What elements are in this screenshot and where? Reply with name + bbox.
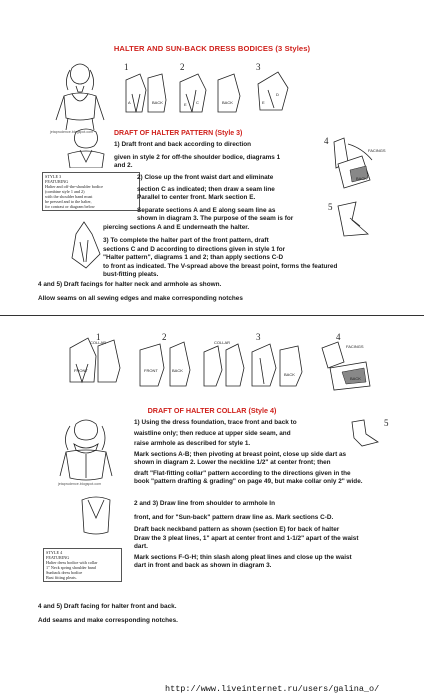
p2-diagram-number-1: 1 [96, 332, 101, 342]
halter-neck-illustration [62, 128, 110, 168]
label-e: E [184, 102, 187, 107]
halter-diagrams-top-row [118, 60, 308, 122]
collar-diagrams-row [66, 328, 392, 398]
p2-label-facings: FACINGS [346, 344, 364, 349]
p2-label-back: BACK [172, 368, 183, 373]
p2-diagram-number-4: 4 [336, 332, 341, 342]
halter-model-illustration [50, 60, 110, 130]
style4-add-seams: Add seams and make corresponding notches. [38, 617, 178, 624]
style4-feature-box: STYLE 4 FEATURING Halter dress bodice with collar 1" Neck spring shoulder band Sunback dress bodice Bust fitting pleats. [43, 548, 122, 582]
diagram-number-5: 5 [328, 202, 333, 212]
style3-allow-seams: Allow seams on all sewing edges and make corresponding notches [38, 295, 243, 302]
diagram-number-4: 4 [324, 136, 329, 146]
style3-step2: 2) Close up the front waist dart and eliminate section C as indicated; then draw a seam line Parallel to center front. Mark section E. Separate sections A and E along seam line as shown in diagram 3. The purpose of the seam is for [137, 174, 294, 222]
diagram-number-2: 2 [180, 62, 185, 72]
watermark-text-2: jetaprudence.blogspot.com [58, 482, 102, 486]
style4-bodice-sketch [72, 492, 122, 542]
diagram-number-1: 1 [124, 62, 129, 72]
label-a: A [128, 100, 131, 105]
diagram-number-3: 3 [256, 62, 261, 72]
style4-step45: 4 and 5) Draft facing for halter front and back. [38, 603, 177, 610]
p2-label-front-2: FRONT [144, 368, 158, 373]
p2-label-front: FRONT [74, 368, 88, 373]
p2-label-back-3: BACK [350, 376, 361, 381]
p2-diagram-number-2: 2 [162, 332, 167, 342]
style3-step2-end: piercing sections A and E underneath the halter. [103, 224, 250, 231]
watermark-text: jetaprudence.blogspot.com [50, 130, 94, 134]
style3-step45: 4 and 5) Draft facings for halter neck and armhole as shown. [38, 281, 222, 288]
p2-diagram-number-5: 5 [384, 418, 389, 428]
section-title-halter-sunback: HALTER AND SUN-BACK DRESS BODICES (3 Styles) [113, 44, 311, 53]
style3-feature-box: STYLE 3 FEATURING Halter and off-the-shoulder bodice (combine style 1 and 2) with the shoulder band must be pressed and to the halter, for contrast or diagram below [42, 172, 140, 211]
collar-pattern-subtitle: DRAFT OF HALTER COLLAR (Style 4) [147, 406, 277, 415]
style4-step23: 2 and 3) Draw line from shoulder to armhole In front, and for "Sun-back" pattern draw line as. Mark sections C-D. Draft back neckband pattern as shown (section E) for back of halter Draw the 3 pleat lines, 1" apart at center front and 1-1/2" apart of the waist dart. Mark sections F-G-H; thin slash along pleat lines and close up the waist dart in front and back as shown in diagram 3. [134, 500, 359, 569]
halter-diagram-4 [322, 134, 392, 196]
halter-diagram-5 [326, 200, 392, 240]
section-divider [0, 315, 424, 316]
label-e-2: E [262, 100, 265, 105]
style3-step1: 1) Draft front and back according to direction given in style 2 for off-the shoulder bodice, diagrams 1 and 2. [114, 141, 281, 169]
collar-model-illustration [52, 418, 120, 486]
label-facings: FACINGS [368, 148, 386, 153]
p2-label-collar: COLLAR [90, 340, 107, 345]
p2-label-back-2: BACK [284, 372, 295, 377]
halter-diagram-front-piece [66, 218, 106, 272]
label-c: C [196, 100, 199, 105]
style3-step3: 3) To complete the halter part of the front pattern, draft sections C and D according to directions given in style 1 for "Halter pattern", diagrams 1 and 2; than apply sections C-D to front as indicated. The V-spread above the breast point, forms the featured bust-fitting pleats. [103, 237, 338, 278]
p2-label-collar-2: COLLAR [214, 340, 231, 345]
halter-pattern-subtitle: DRAFT OF HALTER PATTERN (Style 3) [114, 130, 243, 137]
p2-diagram-number-3: 3 [256, 332, 261, 342]
label-back-3: BACK [356, 176, 367, 181]
label-back: BACK [152, 100, 163, 105]
label-d: D [276, 92, 279, 97]
source-url-footer: http://www.liveinternet.ru/users/galina_o/ [165, 684, 380, 694]
label-back-2: BACK [222, 100, 233, 105]
collar-diagram-5 [348, 416, 396, 452]
style4-step1: 1) Using the dress foundation, trace front and back to waistline only; then reduce at upper side seam, and raise armhole as described for style 1. Mark sections A-B; then pivoting at breast point, close up side dart as shown in diagram 2. Lower the neckline 1/2" at center front; then draft "Flat-fitting collar" pattern according to the directions given in the book "pattern drafting & grading" on page 49, but make collar only 2" wide. [134, 419, 363, 485]
